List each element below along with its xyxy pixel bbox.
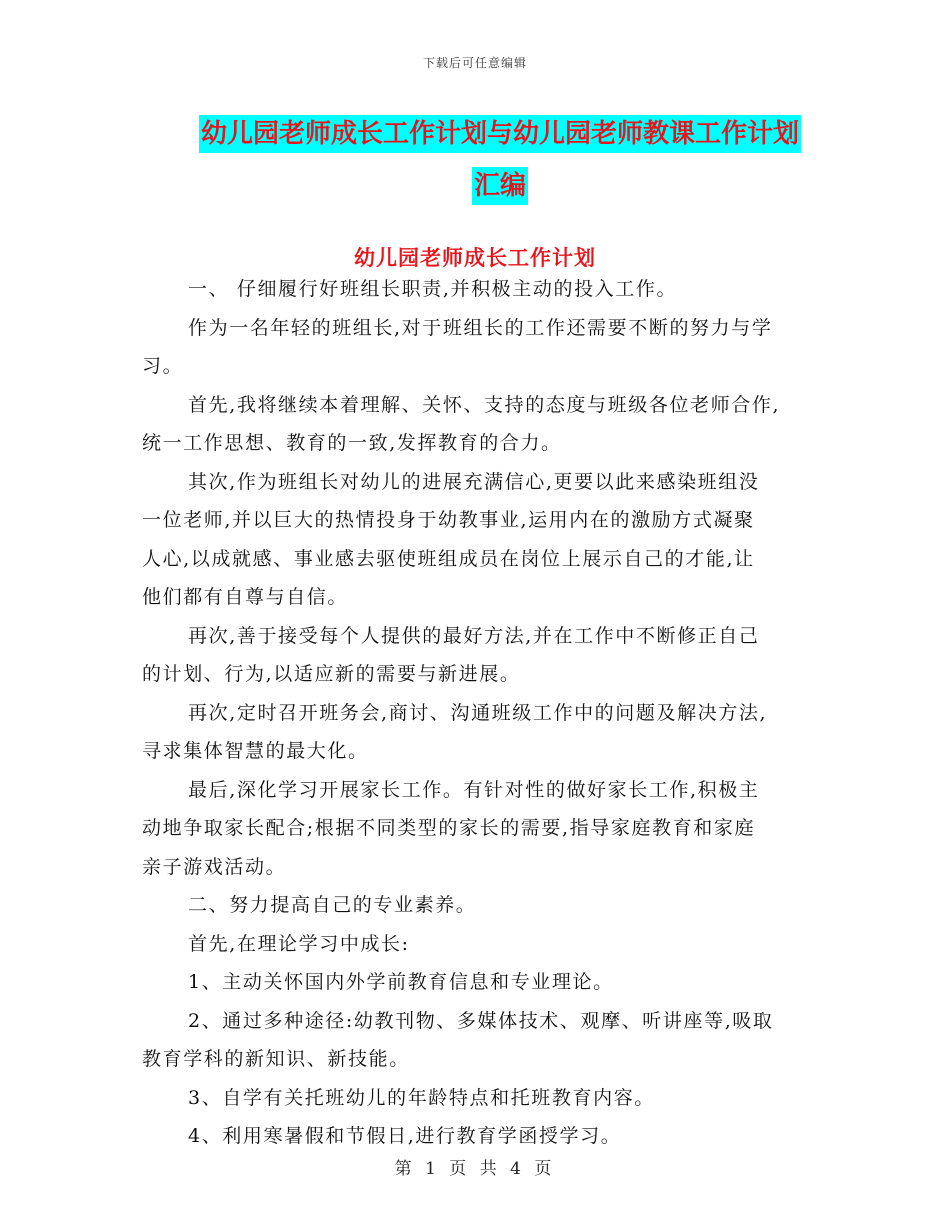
document-title-line-1: 幼儿园老师成长工作计划与幼儿园老师教课工作计划 [199,115,801,153]
text-line: 二、努力提高自己的专业素养。 [188,894,477,916]
document-title [150,108,850,212]
section-title: 幼儿园老师成长工作计划 [354,246,596,270]
text-line: 2、通过多种途径:幼教刊物、多媒体技术、观摩、听讲座等,吸取 [188,1009,774,1032]
text-line: 人心,以成就感、事业感去驱使班组成员在岗位上展示自己的才能,让 [142,547,755,570]
text-line: 首先,我将继续本着理解、关怀、支持的态度与班级各位老师合作, [188,393,781,416]
document-title-line-2: 汇编 [472,167,528,205]
text-line: 习。 [142,355,184,377]
text-line: 他们都有自尊与自信。 [142,586,349,608]
text-line: 再次,定时召开班务会,商讨、沟通班级工作中的问题及解决方法, [188,701,768,724]
text-line: 再次,善于接受每个人提供的最好方法,并在工作中不断修正自己 [188,624,760,647]
text-line: 1、主动关怀国内外学前教育信息和专业理论。 [188,971,614,993]
text-line: 教育学科的新知识、新技能。 [142,1048,410,1070]
text-line: 寻求集体智慧的最大化。 [142,740,369,762]
text-line: 一、 仔细履行好班组长职责,并积极主动的投入工作。 [188,278,678,300]
text-line: 亲子游戏活动。 [142,855,287,878]
text-line: 最后,深化学习开展家长工作。有针对性的做好家长工作,积极主 [188,778,760,801]
header-note: 下载后可任意编辑 [422,56,527,70]
text-line: 一位老师,并以巨大的热情投身于幼教事业,运用内在的激励方式凝聚 [142,509,755,531]
body-text [142,270,810,1156]
text-line: 3、自学有关托班幼儿的年龄特点和托班教育内容。 [188,1086,655,1109]
text-line: 动地争取家长配合;根据不同类型的家长的需要,指导家庭教育和家庭 [142,817,756,839]
text-line: 4、利用寒暑假和节假日,进行教育学函授学习。 [188,1125,622,1147]
text-line: 首先,在理论学习中成长: [188,932,410,955]
text-line: 统一工作思想、教育的一致,发挥教育的合力。 [142,432,562,454]
page-footer: 第 1 页 共 4 页 [394,1159,556,1179]
text-line: 作为一名年轻的班组长,对于班组长的工作还需要不断的努力与学 [188,316,773,339]
text-line: 的计划、行为,以适应新的需要与新进展。 [142,663,521,685]
text-line: 其次,作为班组长对幼儿的进展充满信心,更要以此来感染班组没 [188,470,760,493]
